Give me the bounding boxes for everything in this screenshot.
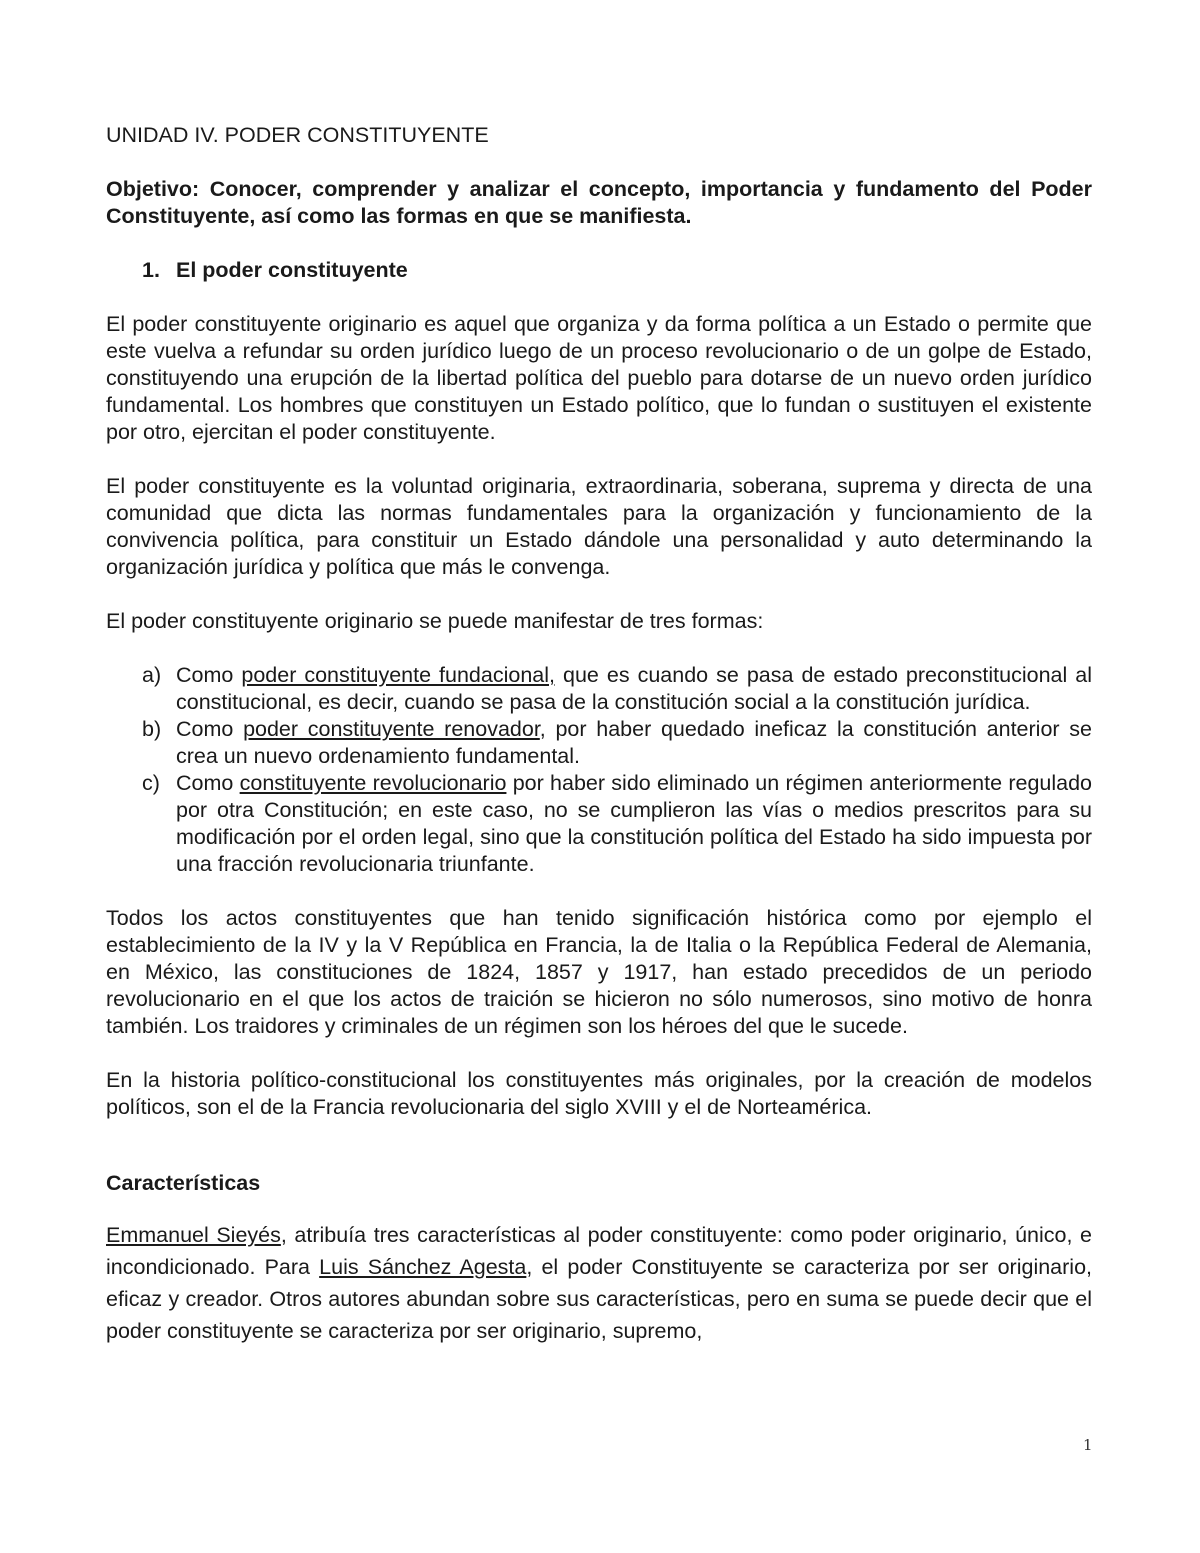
document-page xyxy=(106,122,1092,1347)
forms-list xyxy=(106,662,1092,878)
characteristics-heading: Características xyxy=(106,1171,261,1195)
list-item xyxy=(106,770,1092,878)
underlined-term: poder constituyente renovador xyxy=(243,717,540,741)
paragraph-historia: Todos los actos constituyentes que han tenido significación histórica como por ejemplo el establecimiento de la IV y la V República en Francia, la de Italia o la República Federal de Alemania, en México, las constituciones de 1824, 1857 y 1917, han estado precedidos de un periodo revolucionario en el que los actos de traición se hicieron no sólo numerosos, sino motivo de honra también. Los traidores y criminales de un régimen son los héroes del que le sucede. xyxy=(106,906,1092,1038)
objective-text: Objetivo: Conocer, comprender y analizar el concepto, importancia y fundamento del Poder Constituyente, así como las formas en que se manifiesta. xyxy=(106,177,1092,228)
section-title: El poder constituyente xyxy=(176,258,408,282)
underlined-term: constituyente revolucionario xyxy=(239,771,507,795)
author-sieyes: Emmanuel Sieyés xyxy=(106,1223,281,1247)
list-item-prefix: Como xyxy=(176,717,244,741)
list-item-text: que es cuando se pasa de estado preconstitucional al constitucional, es decir, cuando se pasa de la constitución social a la constitución jurídica. xyxy=(176,663,1092,714)
list-item-prefix: Como xyxy=(176,771,240,795)
page-title: UNIDAD IV. PODER CONSTITUYENTE xyxy=(106,123,489,147)
paragraph-caracteristicas xyxy=(106,1219,1092,1347)
paragraph-voluntad: El poder constituyente es la voluntad originaria, extraordinaria, soberana, suprema y directa de una comunidad que dicta las normas fundamentales para la organización y funcionamiento de la convivencia política, para constituir un Estado dándole una personalidad y auto determinando la organización jurídica y política que más le convenga. xyxy=(106,474,1092,579)
section-number: 1. xyxy=(142,258,160,282)
list-marker: c) xyxy=(142,771,160,795)
section-heading xyxy=(106,257,1092,284)
page-number: 1 xyxy=(1083,1436,1093,1454)
characteristics-text-1: , atribuía tres características al poder constituyente: como poder originario, único, e incondicionado. Para xyxy=(106,1223,1092,1279)
list-item-prefix: Como xyxy=(176,663,242,687)
list-marker: a) xyxy=(142,663,162,687)
paragraph-definition: El poder constituyente originario es aquel que organiza y da forma política a un Estado o permite que este vuelva a refundar su orden jurídico luego de un proceso revolucionario o de un golpe de Estado, constituyendo una erupción de la libertad política del pueblo para dotarse de un nuevo orden jurídico fundamental. Los hombres que constituyen un Estado político, que lo fundan o sustituyen el existente por otro, ejercitan el poder constituyente. xyxy=(106,312,1092,444)
list-marker: b) xyxy=(142,717,162,741)
underlined-term: poder constituyente fundacional, xyxy=(241,663,555,687)
author-sanchez-agesta: Luis Sánchez Agesta xyxy=(319,1255,527,1279)
list-item xyxy=(106,662,1092,716)
characteristics-text-2: , el poder Constituyente se caracteriza por ser originario, eficaz y creador. Otros autores abundan sobre sus características, pero en suma se puede decir que el poder constituyente se caracteriza por ser originario, supremo, xyxy=(106,1255,1092,1343)
paragraph-formas: El poder constituyente originario se puede manifestar de tres formas: xyxy=(106,609,764,633)
list-item-text: , por haber quedado ineficaz la constitución anterior se crea un nuevo ordenamiento fundamental. xyxy=(176,717,1092,768)
list-item-text: por haber sido eliminado un régimen anteriormente regulado por otra Constitución; en este caso, no se cumplieron las vías o medios prescritos para su modificación por el orden legal, sino que la constitución política del Estado ha sido impuesta por una fracción revolucionaria triunfante. xyxy=(176,771,1093,876)
list-item xyxy=(106,716,1092,770)
paragraph-modelos: En la historia político-constitucional los constituyentes más originales, por la creación de modelos políticos, son el de la Francia revolucionaria del siglo XVIII y el de Norteamérica. xyxy=(106,1068,1092,1119)
